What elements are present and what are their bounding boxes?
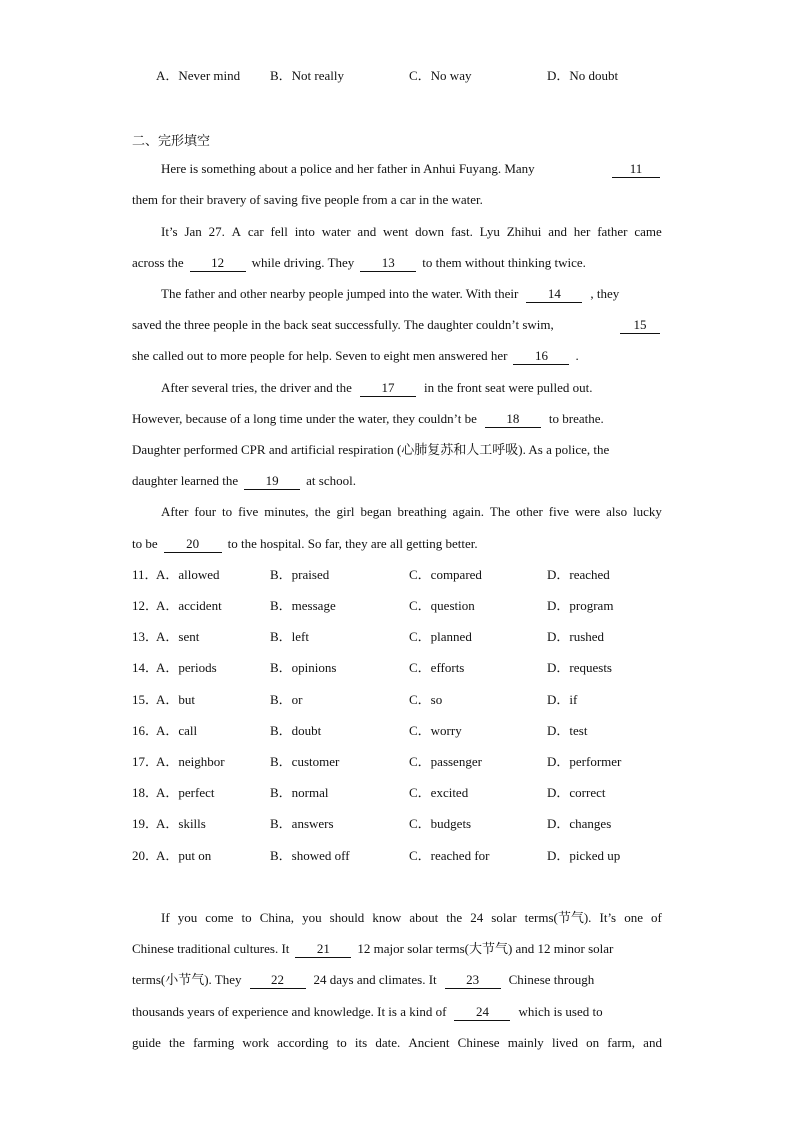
option-a: A．call: [156, 723, 198, 738]
option-a: A．skills: [156, 816, 206, 831]
option-c: C．efforts: [409, 660, 465, 675]
passage2-line: Chinese traditional cultures. It 21 12 major solar terms(大节气) and 12 minor solar: [132, 940, 614, 956]
question-row: [0, 846, 794, 866]
passage2-line: thousands years of experience and knowledge. It is a kind of 24 which is used to: [132, 1003, 603, 1019]
option-a: A．put on: [156, 848, 212, 863]
blank-11: 11: [612, 161, 660, 178]
option-d: D．if: [547, 692, 578, 707]
question-row: [0, 627, 794, 647]
option-b: B．customer: [270, 754, 340, 769]
option-c: C．planned: [409, 629, 472, 644]
question-row: [0, 596, 794, 616]
question-number: 16．: [132, 723, 159, 738]
question-number: 18．: [132, 785, 159, 800]
question-number: 19．: [132, 816, 159, 831]
blank-22: 22: [250, 972, 306, 989]
option-c: C．passenger: [409, 754, 482, 769]
question-row: [0, 752, 794, 772]
blank-13: 13: [360, 255, 416, 272]
option-c: C．question: [409, 598, 475, 613]
question-number: 11．: [132, 567, 158, 582]
blank-20: 20: [164, 536, 222, 553]
prev-question-options: [0, 66, 794, 86]
question-row: [0, 721, 794, 741]
blank-12: 12: [190, 255, 246, 272]
passage1-line: daughter learned the 19 at school.: [132, 472, 356, 488]
blank-17: 17: [360, 380, 416, 397]
option-b: B．or: [270, 692, 303, 707]
passage2-line: terms(小节气). They 22 24 days and climates. It 23 Chinese through: [132, 971, 595, 987]
option-a: A．neighbor: [156, 754, 225, 769]
question-number: 13．: [132, 629, 159, 644]
option-a: A．accident: [156, 598, 222, 613]
passage1-line: Here is something about a police and her father in Anhui Fuyang. Many 11: [161, 159, 662, 179]
option-b: B．message: [270, 598, 336, 613]
option-b: B．doubt: [270, 723, 322, 738]
option-d: D．reached: [547, 567, 610, 582]
blank-16: 16: [513, 348, 569, 365]
option-d: D．test: [547, 723, 588, 738]
section-title: 二、完形填空: [132, 134, 211, 149]
option-b: B．Not really: [270, 68, 345, 83]
option-c: C．reached for: [409, 848, 490, 863]
option-a: A．Never mind: [156, 68, 241, 83]
option-c: C．excited: [409, 785, 469, 800]
passage1-line: to be 20 to the hospital. So far, they are all getting better.: [132, 535, 478, 551]
option-c: C．compared: [409, 567, 482, 582]
blank-23: 23: [445, 972, 501, 989]
passage1-line: After four to five minutes, the girl began breathing again. The other five were also lucky: [161, 504, 662, 519]
option-b: B．praised: [270, 567, 330, 582]
passage2-line: guide the farming work according to its date. Ancient Chinese mainly lived on farm, and: [132, 1035, 662, 1050]
blank-19: 19: [244, 473, 300, 490]
option-c: C．worry: [409, 723, 462, 738]
question-row: [0, 565, 794, 585]
question-number: 15．: [132, 692, 159, 707]
blank-24: 24: [454, 1004, 510, 1021]
option-a: A．perfect: [156, 785, 215, 800]
option-b: B．opinions: [270, 660, 337, 675]
passage1-line: After several tries, the driver and the 17 in the front seat were pulled out.: [161, 379, 593, 395]
blank-21: 21: [295, 941, 351, 958]
passage1-line: It’s Jan 27. A car fell into water and went down fast. Lyu Zhihui and her father came: [161, 224, 662, 239]
option-d: D．performer: [547, 754, 622, 769]
option-b: B．left: [270, 629, 309, 644]
question-number: 17．: [132, 754, 159, 769]
option-d: D．picked up: [547, 848, 621, 863]
option-d: D．changes: [547, 816, 612, 831]
option-d: D．requests: [547, 660, 612, 675]
option-d: D．correct: [547, 785, 606, 800]
option-b: B．showed off: [270, 848, 350, 863]
passage1-line: Daughter performed CPR and artificial respiration (心肺复苏和人工呼吸). As a police, the: [132, 442, 610, 457]
option-d: D．program: [547, 598, 614, 613]
question-number: 14．: [132, 660, 159, 675]
option-b: B．normal: [270, 785, 329, 800]
option-d: D．rushed: [547, 629, 605, 644]
option-c: C．budgets: [409, 816, 472, 831]
option-a: A．but: [156, 692, 196, 707]
question-number: 20．: [132, 848, 159, 863]
blank-15: 15: [620, 317, 660, 334]
passage1-line: across the 12 while driving. They 13 to them without thinking twice.: [132, 254, 586, 270]
question-row: [0, 690, 794, 710]
option-c: C．so: [409, 692, 443, 707]
option-d: D．No doubt: [547, 68, 619, 83]
passage1-line: them for their bravery of saving five people from a car in the water.: [132, 192, 483, 207]
question-row: [0, 814, 794, 834]
passage1-line: However, because of a long time under the water, they couldn’t be 18 to breathe.: [132, 410, 604, 426]
option-a: A．periods: [156, 660, 217, 675]
option-a: A．allowed: [156, 567, 220, 582]
passage1-line: she called out to more people for help. Seven to eight men answered her 16 .: [132, 347, 579, 363]
question-number: 12．: [132, 598, 159, 613]
passage1-line: saved the three people in the back seat successfully. The daughter couldn’t swim, 15: [132, 315, 662, 335]
option-a: A．sent: [156, 629, 200, 644]
blank-18: 18: [485, 411, 541, 428]
option-b: B．answers: [270, 816, 334, 831]
blank-14: 14: [526, 286, 582, 303]
question-row: [0, 658, 794, 678]
option-c: C．No way: [409, 68, 472, 83]
passage2-line: If you come to China, you should know about the 24 solar terms(节气). It’s one of: [161, 910, 662, 925]
passage1-line: The father and other nearby people jumped into the water. With their 14 , they: [161, 285, 620, 301]
question-row: [0, 783, 794, 803]
